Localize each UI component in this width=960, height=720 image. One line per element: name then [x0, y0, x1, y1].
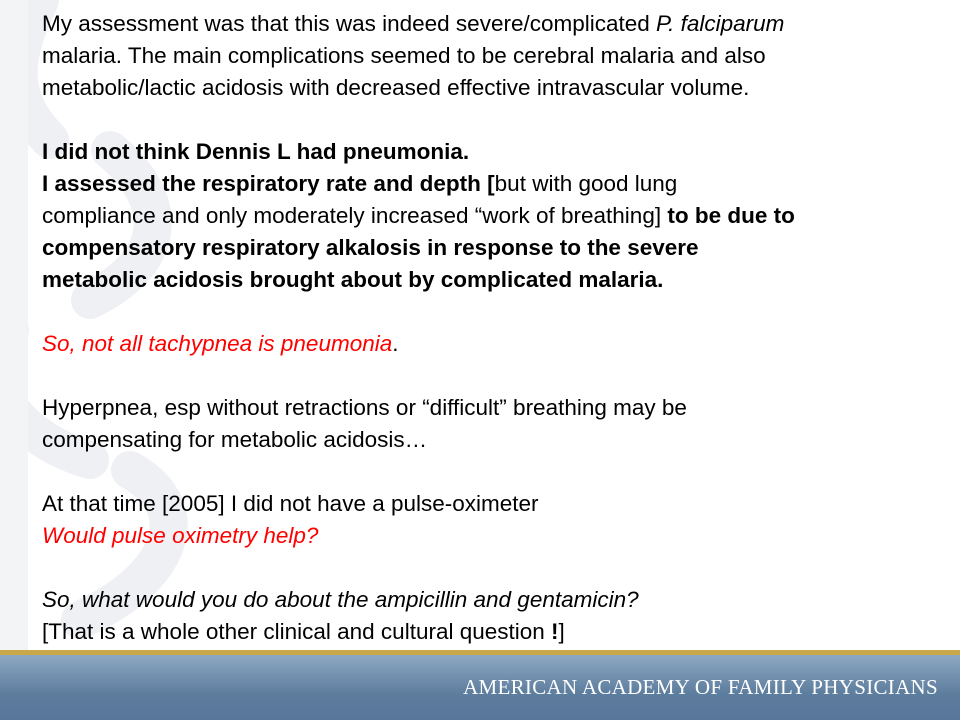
hyperpnea-line-1: Hyperpnea, esp without retractions or “difficult” breathing may be	[42, 395, 687, 420]
pneumonia-statement: I did not think Dennis L had pneumonia.	[42, 139, 470, 164]
oximeter-statement: At that time [2005] I did not have a pulse-oximeter	[42, 491, 539, 516]
oximetry-question: Would pulse oximetry help?	[42, 523, 319, 548]
acidosis-line: metabolic acidosis brought about by complicated malaria.	[42, 267, 664, 292]
antibiotics-question: So, what would you do about the ampicillin and gentamicin?	[42, 587, 639, 612]
footer-bar	[0, 655, 960, 720]
alkalosis-line: compensatory respiratory alkalosis in response to the severe	[42, 235, 699, 260]
clinical-question-text: [That is a whole other clinical and cultural question	[42, 619, 552, 644]
assessment-text: My assessment was that this was indeed severe/complicated	[42, 11, 657, 36]
respiratory-assessment-bold: I assessed the respiratory rate and depth [	[42, 171, 495, 196]
due-to-text: to be due to	[661, 203, 795, 228]
tachypnea-statement: So, not all tachypnea is pneumonia	[42, 331, 393, 356]
compliance-text: compliance and only moderately increased “work of breathing]	[42, 203, 662, 228]
exclamation-mark: !	[551, 619, 559, 644]
organization-name: AMERICAN ACADEMY OF FAMILY PHYSICIANS	[463, 675, 938, 699]
slide-body-text	[42, 8, 942, 648]
tachypnea-period: .	[392, 331, 399, 356]
closing-bracket: ]	[558, 619, 565, 644]
assessment-line-2: malaria. The main complications seemed to be cerebral malaria and also	[42, 43, 766, 68]
assessment-line-3: metabolic/lactic acidosis with decreased effective intravascular volume.	[42, 75, 750, 100]
hyperpnea-line-2: compensating for metabolic acidosis…	[42, 427, 428, 452]
species-name: P. falciparum	[656, 11, 785, 36]
respiratory-assessment-normal: but with good lung	[494, 171, 678, 196]
